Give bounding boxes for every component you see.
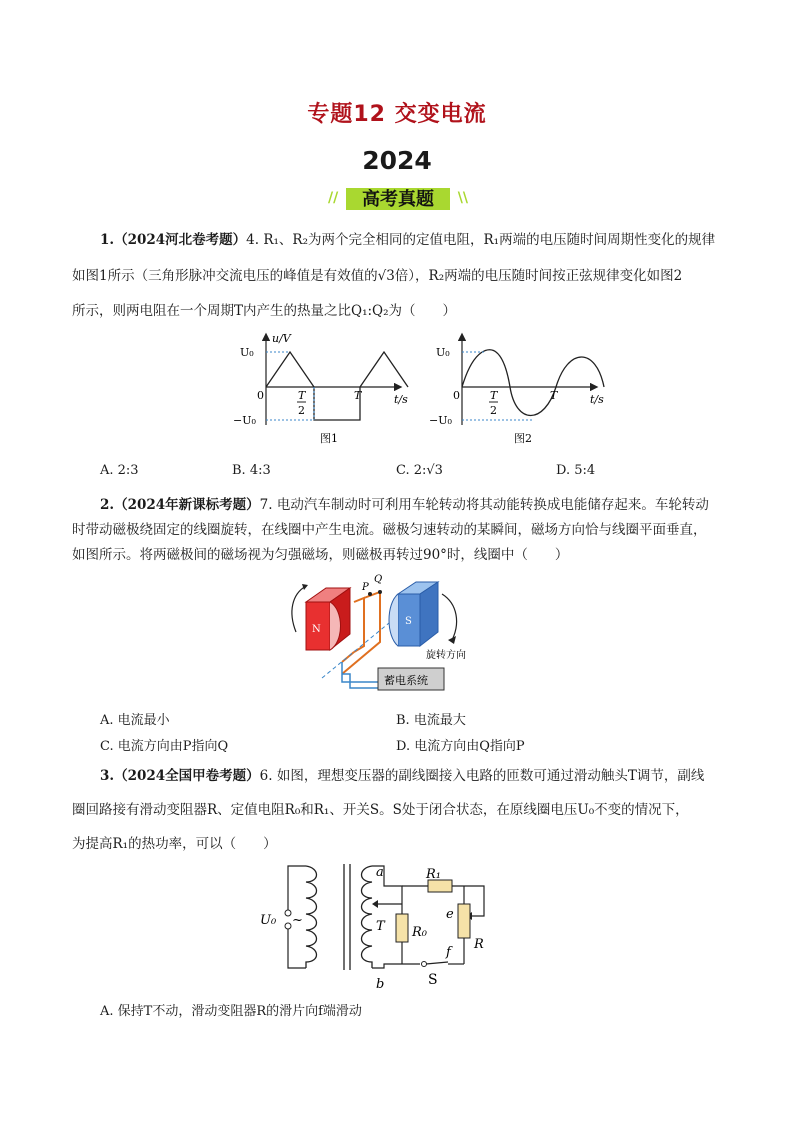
figure-2 <box>429 335 604 445</box>
figure-1 <box>233 332 408 445</box>
switch-s-label: S <box>428 972 438 988</box>
q3-source: 3.（2024全国甲卷考题） <box>100 768 260 784</box>
slider-t-label: T <box>376 919 385 934</box>
terminal-a: a <box>376 865 384 880</box>
q3-option-a: A. 保持T不动，滑动变阻器R的滑片向f端滑动 <box>100 1004 362 1019</box>
fig1-half-den: 2 <box>298 404 305 417</box>
fig2-t: T <box>550 389 558 402</box>
fig2-half-den: 2 <box>490 404 497 417</box>
banner-left-marks: // <box>328 190 339 206</box>
fig1-xlabel: t/s <box>394 393 408 406</box>
fig2-u0: U₀ <box>436 346 450 359</box>
q1-option-c: C. 2:√3 <box>396 463 443 478</box>
banner-text: 高考真题 <box>362 189 434 210</box>
fig1-origin: 0 <box>257 389 264 402</box>
q2-option-a: A. 电流最小 <box>100 713 170 728</box>
q3-figure <box>252 858 502 992</box>
q3-line1-text: 6. 如图，理想变压器的副线圈接入电路的匝数可通过滑动触头T调节，副线 <box>259 768 705 784</box>
q2-option-d: D. 电流方向由Q指向P <box>396 739 525 754</box>
q1-line2: 如图1所示（三角形脉冲交流电压的峰值是有效值的√3倍），R₂两端的电压随时间按正弦规律变化如图2 <box>72 268 683 284</box>
rotation-direction-label: 旋转方向 <box>426 650 466 661</box>
q1-figures <box>230 325 630 455</box>
fig1-t: T <box>354 389 362 402</box>
fig1-ylabel: u/V <box>272 332 291 345</box>
r-label: R <box>474 937 484 952</box>
r1-label: R₁ <box>426 867 441 882</box>
fig2-origin: 0 <box>453 389 460 402</box>
q2-option-b: B. 电流最大 <box>396 713 466 728</box>
point-p: P <box>362 582 369 593</box>
terminal-b: b <box>376 977 385 992</box>
fig2-caption: 图2 <box>514 432 532 445</box>
fig1-half-num: T <box>298 389 306 402</box>
magnet-s-label: S <box>405 616 412 627</box>
banner-right-marks: \\ <box>457 190 468 206</box>
fig2-xlabel: t/s <box>590 393 604 406</box>
q2-line2: 时带动磁极绕固定的线圈旋转，在线圈中产生电流。磁极匀速转动的某瞬间，磁场方向恰与线圈平面垂直， <box>72 522 707 538</box>
q3-line1 <box>100 764 704 784</box>
r0-label: R₀ <box>412 925 427 940</box>
magnet-n-label: N <box>312 624 321 635</box>
ac-symbol: ~ <box>292 913 303 928</box>
fig2-half-num: T <box>490 389 498 402</box>
fig2-neg-u0: −U₀ <box>429 414 452 427</box>
year-heading: 2024 <box>362 146 432 175</box>
q1-line3: 所示，则两电阻在一个周期T内产生的热量之比Q₁:Q₂为（ ） <box>72 303 457 319</box>
q3-line3: 为提高R₁的热功率，可以（ ） <box>72 836 277 852</box>
q1-source: 1.（2024河北卷考题） <box>100 232 247 248</box>
fig1-u0: U₀ <box>240 346 254 359</box>
section-banner <box>328 182 468 212</box>
q3-line2: 圈回路接有滑动变阻器R、定值电阻R₀和R₁、开关S。S处于闭合状态，在原线圈电压U₀不变的情况下， <box>72 802 689 818</box>
fig1-neg-u0: −U₀ <box>233 414 256 427</box>
u0-label: U₀ <box>260 913 277 928</box>
terminal-e: e <box>446 907 454 922</box>
q2-line1 <box>100 493 709 513</box>
q2-option-c: C. 电流方向由P指向Q <box>100 739 229 754</box>
q1-option-b: B. 4:3 <box>232 463 271 478</box>
q1-option-d: D. 5:4 <box>556 463 596 478</box>
q2-figure <box>282 570 512 694</box>
point-q: Q <box>374 574 383 585</box>
q2-line3: 如图所示。将两磁极间的磁场视为匀强磁场，则磁极再转过90°时，线圈中（ ） <box>72 547 569 563</box>
storage-system-label: 蓄电系统 <box>384 674 428 687</box>
terminal-f: f <box>446 945 451 960</box>
q1-line1-text: 4. R₁、R₂为两个完全相同的定值电阻，R₁两端的电压随时间周期性变化的规律 <box>246 232 716 248</box>
page-title: 专题12 交变电流 <box>307 102 487 127</box>
fig1-caption: 图1 <box>320 432 338 445</box>
q2-line1-text: 7. 电动汽车制动时可利用车轮转动将其动能转换成电能储存起来。车轮转动 <box>259 497 709 513</box>
q2-source: 2.（2024年新课标考题） <box>100 497 260 513</box>
q1-option-a: A. 2:3 <box>100 463 139 478</box>
q1-line1 <box>100 228 715 248</box>
